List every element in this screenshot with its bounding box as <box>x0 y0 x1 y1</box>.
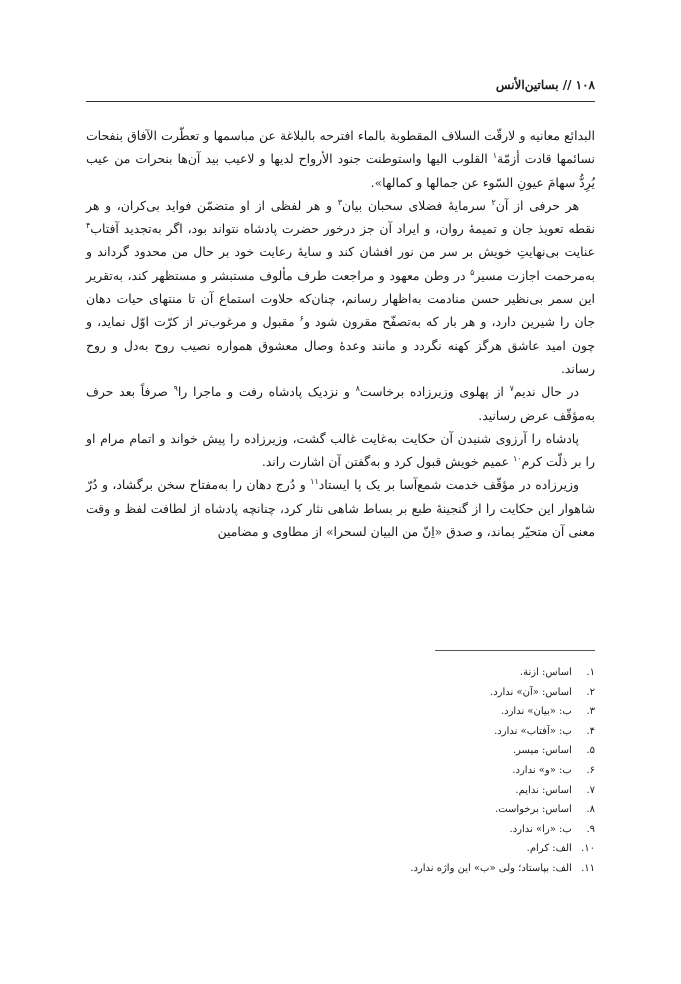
footnote-ref: ۲ <box>491 197 496 207</box>
footnote-number: ۴. <box>586 725 595 737</box>
footnote-number: ۱. <box>586 667 595 678</box>
footnote-ref: ۱۱ <box>310 477 319 487</box>
footnote-ref: ۳ <box>337 197 343 207</box>
text-run: البدائع معانیه و لارقّت السلاف المقطوبة بالماء افترحه بالبلاغة عن مباسمها و تعطّرت الآفاق بنفحات نسائمها قادت أزمّة <box>86 128 595 167</box>
footnote-text: الف: کرام. <box>526 843 572 855</box>
footnote-number: ۳. <box>586 706 595 718</box>
footnote-text: الف: بپاستاد؛ ولی «ب» این واژه ندارد. <box>410 862 572 874</box>
paragraph-3 <box>86 380 595 427</box>
footnote <box>86 702 595 722</box>
footnote-text: اساس: برخواست. <box>495 804 572 816</box>
footnotes-list <box>86 663 595 879</box>
footnote-number: ۵. <box>586 745 595 757</box>
footnote <box>86 761 595 781</box>
footnote <box>86 663 595 683</box>
footnote-number: ۶. <box>586 764 595 776</box>
main-text <box>86 124 595 543</box>
footnote-rule <box>435 650 595 651</box>
text-run: در وطن معهود و مراجعت طرف مألوف مستبشر و مستظهر کند، به‌تقریر این سمر بی‌نظیر حسن منادمت به‌اظهار رسانم، چنان‌که حلاوت استماع آن تا منتهای حیات دهان جان را شیرین دارد، و هر بار که به‌تصفّح مقرون شود و <box>86 267 595 330</box>
text-run: صرفاً بعد حرف به‌مؤقّف عرض رسانید. <box>86 384 595 423</box>
paragraph-1 <box>86 124 595 194</box>
footnote-ref: ۷ <box>509 384 514 394</box>
footnote-ref: ۹ <box>173 384 178 394</box>
text-run: سرمایهٔ فضلای سحبان بیان <box>342 197 492 213</box>
footnote-number: ۲. <box>586 686 595 698</box>
text-run: در حال ندیم <box>513 384 579 400</box>
footnote <box>86 683 595 703</box>
footnote-text: ب: «و» ندارد. <box>512 764 572 776</box>
footnote-text: ب: «را» ندارد. <box>509 823 572 835</box>
footnote-text: اساس: ازنة. <box>519 667 572 678</box>
text-run: هر حرفی از آن <box>495 197 579 213</box>
footnote <box>86 741 595 761</box>
running-head: ۱۰۸ // بساتین‌الأنس <box>495 78 595 92</box>
text-run: مقبول و مرغوب‌تر از کرّت اوّل نماید، و چون امید عاشق هرگز کهنه نگردد و مانند وعدهٔ وصال معشوق همواره نصیب روح به‌دل و روح رساند. <box>86 314 595 376</box>
footnote <box>86 800 595 820</box>
footnote-number: ۹. <box>586 823 595 835</box>
footnote <box>86 722 595 742</box>
paragraph-2 <box>86 194 595 380</box>
footnote-text: اساس: میسر. <box>512 745 572 757</box>
footnote-number: ۷. <box>586 784 595 796</box>
header-rule <box>86 101 595 102</box>
text-run: عمیم خویش قبول کرد و به‌گفتن آن اشارت راند. <box>261 454 513 470</box>
footnote-ref: ۸ <box>355 384 360 394</box>
footnote-ref: ۶ <box>299 314 304 324</box>
footnote <box>86 781 595 801</box>
footnote-number: ۸. <box>586 804 595 816</box>
footnote-number: ۱۱. <box>581 862 595 874</box>
text-run: و دُرج دهان را به‌مفتاح سخن برگشاد، و دُرّ شاهوار این حکایت را از گنجینهٔ طبع بر بساط شاهی نثار کرد، چنانچه پادشاه از لطافت لفظ و وقت معنی آن متحیّر بماند، و صدق «اِنّ من البیان لسحرا» از مطاوی و مضامین <box>86 477 595 540</box>
footnote-text: ب: «بیان» ندارد. <box>500 706 572 718</box>
text-run: پادشاه را آرزوی شنیدن آن حکایت به‌غایت غالب گشت، وزیرزاده را پیش خواند و اتمام مرام او را بر ذلّت کرم <box>86 430 595 470</box>
paragraph-4 <box>86 427 595 474</box>
page-header <box>86 78 595 100</box>
footnote-text: ب: «آفتاب» ندارد. <box>494 725 572 737</box>
footnote-ref: ۱۰ <box>513 454 522 464</box>
footnote-ref: ۴ <box>86 221 91 231</box>
text-run: و نزدیک پادشاه رفت و ماجرا را <box>177 384 356 400</box>
footnote-ref: ۵ <box>470 267 475 277</box>
paragraph-5 <box>86 473 595 543</box>
footnote-ref: ۱ <box>492 151 498 161</box>
footnote <box>86 820 595 840</box>
footnote-text: اساس: ندایم. <box>515 784 572 796</box>
text-run: القلوب الیها واستوطنت جنود الأرواح لدیها و لاعیب بید آن‌ها بنحرات من عیب یُرِدُّ سهامَ عیونِ السّوء عن جمالها و کمالها». <box>86 151 595 190</box>
text-run: وزیرزاده در مؤقّف خدمت شمع‌آسا بر یک پا ایستاد <box>318 477 579 493</box>
footnote <box>86 859 595 879</box>
footnote-number: ۱۰. <box>581 843 595 855</box>
text-run: و هر لفظی از او متضمّن فواید بی‌کران، و هر نقطه تعویذ جان و تمیمهٔ روان، و ایراد آن جز درخور حضرت پادشاه نتواند بود، اگر به‌تجدید آفتاب <box>86 197 595 237</box>
text-run: از پهلوی وزیرزاده برخاست <box>359 384 510 400</box>
footnote <box>86 839 595 859</box>
text-run: عنایت بی‌نهایتِ خویش بر سر من نور افشان کند و سایهٔ رعایت خود بر حال من محدود گرداند و به‌مرحمت اجازت مسیر <box>86 244 595 283</box>
footnote-text: اساس: «آن» ندارد. <box>490 686 572 698</box>
